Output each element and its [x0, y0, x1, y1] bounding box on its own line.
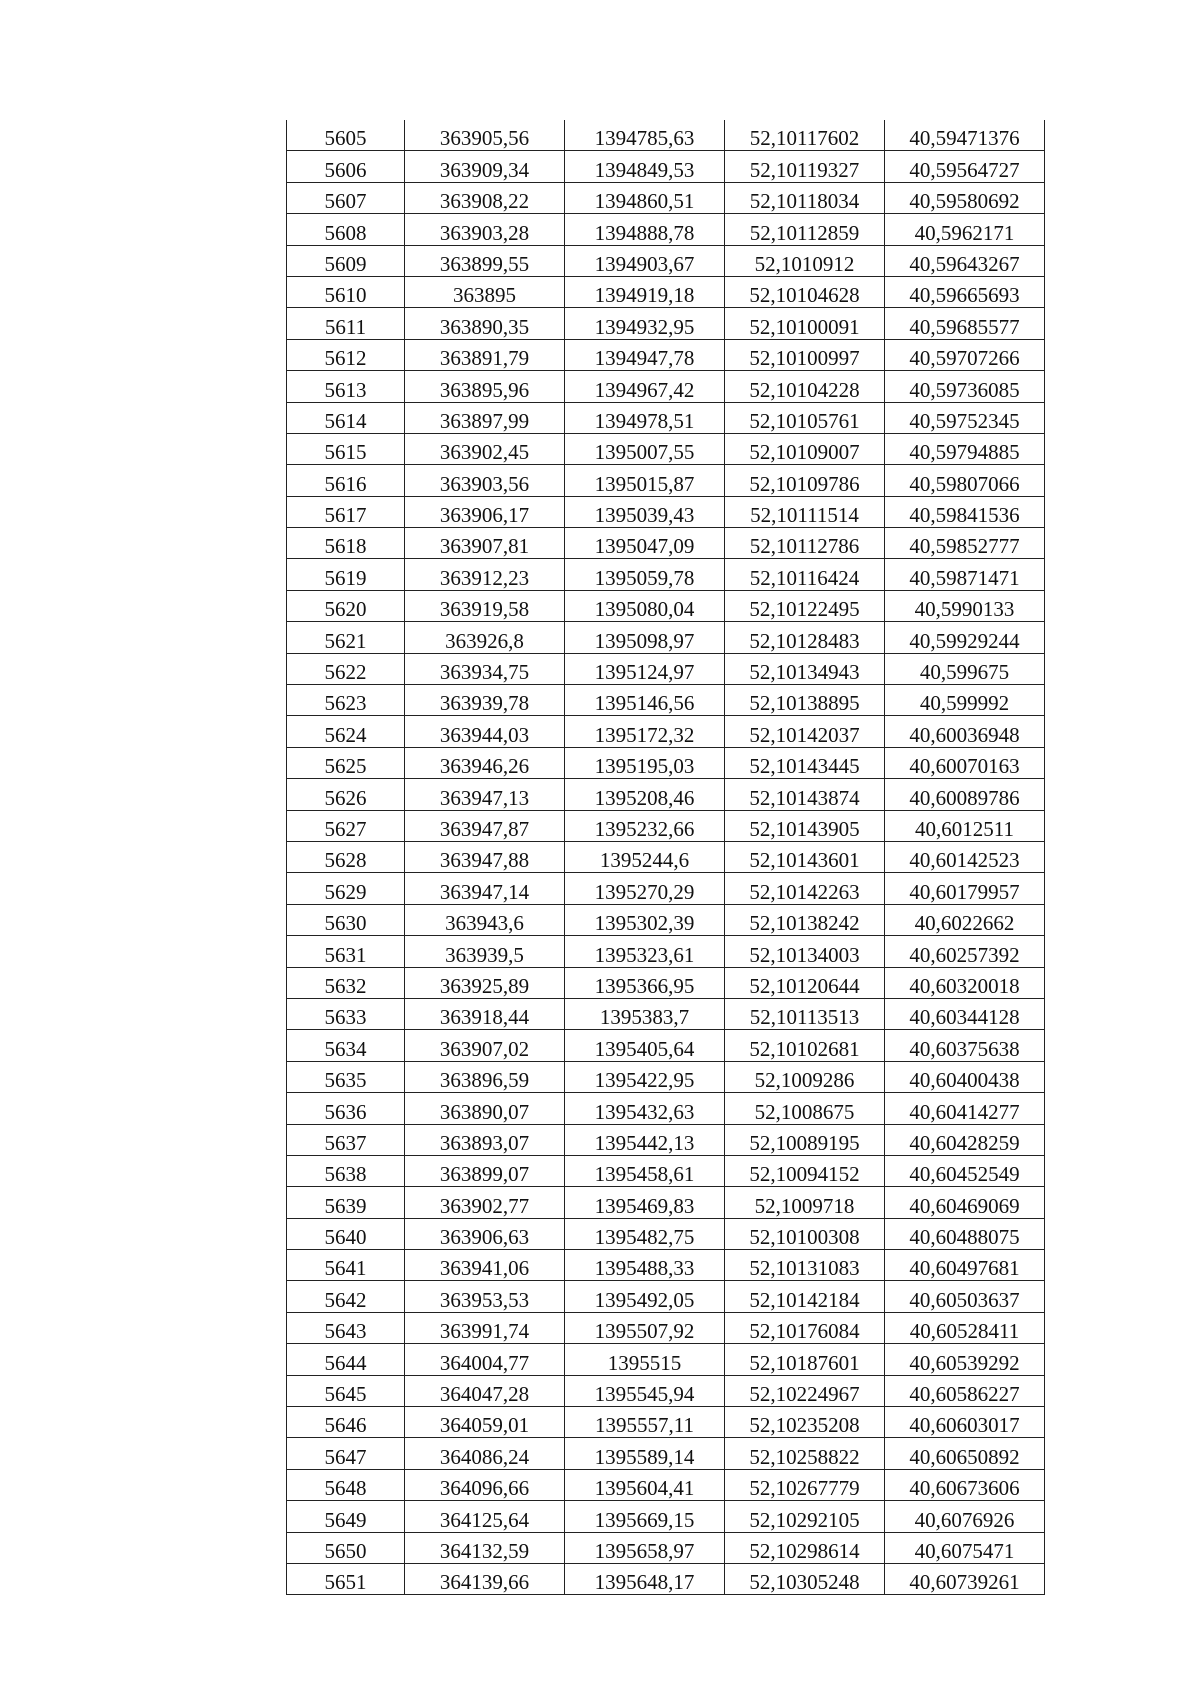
x-coordinate-cell: 363906,17 [405, 496, 565, 527]
point-number-cell: 5640 [287, 1218, 405, 1249]
point-number-cell: 5622 [287, 653, 405, 684]
longitude-cell: 40,60142523 [885, 841, 1045, 872]
x-coordinate-cell: 363902,45 [405, 433, 565, 464]
table-row [287, 528, 1045, 559]
longitude-cell: 40,60036948 [885, 716, 1045, 747]
point-number-cell: 5616 [287, 465, 405, 496]
x-coordinate-cell: 363919,58 [405, 590, 565, 621]
x-coordinate-cell: 364096,66 [405, 1469, 565, 1500]
x-coordinate-cell: 363947,87 [405, 810, 565, 841]
point-number-cell: 5606 [287, 151, 405, 182]
longitude-cell: 40,59794885 [885, 433, 1045, 464]
longitude-cell: 40,60488075 [885, 1218, 1045, 1249]
y-coordinate-cell: 1395458,61 [565, 1155, 725, 1186]
longitude-cell: 40,6012511 [885, 810, 1045, 841]
table-row [287, 841, 1045, 872]
table-row [287, 653, 1045, 684]
latitude-cell: 52,10122495 [725, 590, 885, 621]
latitude-cell: 52,10089195 [725, 1124, 885, 1155]
y-coordinate-cell: 1395059,78 [565, 559, 725, 590]
table-row [287, 1124, 1045, 1155]
y-coordinate-cell: 1395442,13 [565, 1124, 725, 1155]
y-coordinate-cell: 1395669,15 [565, 1501, 725, 1532]
latitude-cell: 52,10142263 [725, 873, 885, 904]
longitude-cell: 40,59707266 [885, 339, 1045, 370]
point-number-cell: 5613 [287, 371, 405, 402]
y-coordinate-cell: 1395195,03 [565, 747, 725, 778]
x-coordinate-cell: 363899,55 [405, 245, 565, 276]
longitude-cell: 40,60739261 [885, 1563, 1045, 1594]
longitude-cell: 40,60503637 [885, 1281, 1045, 1312]
latitude-cell: 52,10224967 [725, 1375, 885, 1406]
latitude-cell: 52,1009718 [725, 1187, 885, 1218]
x-coordinate-cell: 363946,26 [405, 747, 565, 778]
table-row [287, 967, 1045, 998]
y-coordinate-cell: 1395039,43 [565, 496, 725, 527]
point-number-cell: 5632 [287, 967, 405, 998]
longitude-cell: 40,60070163 [885, 747, 1045, 778]
table-row [287, 245, 1045, 276]
y-coordinate-cell: 1395080,04 [565, 590, 725, 621]
latitude-cell: 52,10105761 [725, 402, 885, 433]
y-coordinate-cell: 1395244,6 [565, 841, 725, 872]
point-number-cell: 5605 [287, 120, 405, 151]
table-row [287, 1187, 1045, 1218]
point-number-cell: 5610 [287, 276, 405, 307]
longitude-cell: 40,60375638 [885, 1030, 1045, 1061]
latitude-cell: 52,10128483 [725, 622, 885, 653]
longitude-cell: 40,60320018 [885, 967, 1045, 998]
point-number-cell: 5649 [287, 1501, 405, 1532]
latitude-cell: 52,10111514 [725, 496, 885, 527]
table-row [287, 1218, 1045, 1249]
y-coordinate-cell: 1395432,63 [565, 1093, 725, 1124]
table-row [287, 685, 1045, 716]
longitude-cell: 40,60344128 [885, 998, 1045, 1029]
point-number-cell: 5642 [287, 1281, 405, 1312]
table-row [287, 276, 1045, 307]
x-coordinate-cell: 364139,66 [405, 1563, 565, 1594]
latitude-cell: 52,10131083 [725, 1250, 885, 1281]
latitude-cell: 52,10102681 [725, 1030, 885, 1061]
x-coordinate-cell: 363941,06 [405, 1250, 565, 1281]
y-coordinate-cell: 1394860,51 [565, 182, 725, 213]
x-coordinate-cell: 363890,35 [405, 308, 565, 339]
y-coordinate-cell: 1394903,67 [565, 245, 725, 276]
table-row [287, 1061, 1045, 1092]
point-number-cell: 5634 [287, 1030, 405, 1061]
x-coordinate-cell: 363897,99 [405, 402, 565, 433]
x-coordinate-cell: 363925,89 [405, 967, 565, 998]
y-coordinate-cell: 1395422,95 [565, 1061, 725, 1092]
latitude-cell: 52,10100091 [725, 308, 885, 339]
table-row [287, 747, 1045, 778]
x-coordinate-cell: 363893,07 [405, 1124, 565, 1155]
point-number-cell: 5650 [287, 1532, 405, 1563]
y-coordinate-cell: 1395648,17 [565, 1563, 725, 1594]
longitude-cell: 40,60650892 [885, 1438, 1045, 1469]
table-row [287, 622, 1045, 653]
coordinates-table-body [287, 120, 1045, 1595]
longitude-cell: 40,60179957 [885, 873, 1045, 904]
table-row [287, 339, 1045, 370]
table-row [287, 1155, 1045, 1186]
x-coordinate-cell: 363944,03 [405, 716, 565, 747]
point-number-cell: 5639 [287, 1187, 405, 1218]
y-coordinate-cell: 1395488,33 [565, 1250, 725, 1281]
x-coordinate-cell: 363903,56 [405, 465, 565, 496]
y-coordinate-cell: 1395366,95 [565, 967, 725, 998]
x-coordinate-cell: 363908,22 [405, 182, 565, 213]
point-number-cell: 5648 [287, 1469, 405, 1500]
point-number-cell: 5621 [287, 622, 405, 653]
y-coordinate-cell: 1395557,11 [565, 1407, 725, 1438]
table-row [287, 810, 1045, 841]
longitude-cell: 40,59841536 [885, 496, 1045, 527]
x-coordinate-cell: 364132,59 [405, 1532, 565, 1563]
longitude-cell: 40,59580692 [885, 182, 1045, 213]
x-coordinate-cell: 363912,23 [405, 559, 565, 590]
table-row [287, 936, 1045, 967]
y-coordinate-cell: 1395545,94 [565, 1375, 725, 1406]
y-coordinate-cell: 1395098,97 [565, 622, 725, 653]
x-coordinate-cell: 364125,64 [405, 1501, 565, 1532]
longitude-cell: 40,60428259 [885, 1124, 1045, 1155]
y-coordinate-cell: 1395604,41 [565, 1469, 725, 1500]
latitude-cell: 52,10100997 [725, 339, 885, 370]
x-coordinate-cell: 363953,53 [405, 1281, 565, 1312]
y-coordinate-cell: 1395302,39 [565, 904, 725, 935]
x-coordinate-cell: 363991,74 [405, 1312, 565, 1343]
point-number-cell: 5647 [287, 1438, 405, 1469]
longitude-cell: 40,59852777 [885, 528, 1045, 559]
table-row [287, 151, 1045, 182]
table-row [287, 873, 1045, 904]
latitude-cell: 52,10109786 [725, 465, 885, 496]
table-row [287, 1093, 1045, 1124]
table-row [287, 1281, 1045, 1312]
table-row [287, 716, 1045, 747]
latitude-cell: 52,10292105 [725, 1501, 885, 1532]
table-row [287, 402, 1045, 433]
longitude-cell: 40,60603017 [885, 1407, 1045, 1438]
latitude-cell: 52,10112859 [725, 214, 885, 245]
table-row [287, 465, 1045, 496]
table-row [287, 1030, 1045, 1061]
longitude-cell: 40,60452549 [885, 1155, 1045, 1186]
x-coordinate-cell: 363947,14 [405, 873, 565, 904]
table-row [287, 308, 1045, 339]
point-number-cell: 5620 [287, 590, 405, 621]
y-coordinate-cell: 1395208,46 [565, 779, 725, 810]
y-coordinate-cell: 1395469,83 [565, 1187, 725, 1218]
latitude-cell: 52,10305248 [725, 1563, 885, 1594]
x-coordinate-cell: 363947,13 [405, 779, 565, 810]
x-coordinate-cell: 364047,28 [405, 1375, 565, 1406]
point-number-cell: 5618 [287, 528, 405, 559]
latitude-cell: 52,10187601 [725, 1344, 885, 1375]
point-number-cell: 5626 [287, 779, 405, 810]
table-row [287, 590, 1045, 621]
latitude-cell: 52,10104228 [725, 371, 885, 402]
table-row [287, 1563, 1045, 1594]
x-coordinate-cell: 363902,77 [405, 1187, 565, 1218]
x-coordinate-cell: 363899,07 [405, 1155, 565, 1186]
longitude-cell: 40,60469069 [885, 1187, 1045, 1218]
y-coordinate-cell: 1395383,7 [565, 998, 725, 1029]
latitude-cell: 52,1008675 [725, 1093, 885, 1124]
point-number-cell: 5625 [287, 747, 405, 778]
latitude-cell: 52,10134943 [725, 653, 885, 684]
x-coordinate-cell: 363943,6 [405, 904, 565, 935]
x-coordinate-cell: 363895,96 [405, 371, 565, 402]
latitude-cell: 52,1009286 [725, 1061, 885, 1092]
latitude-cell: 52,10113513 [725, 998, 885, 1029]
table-row [287, 1438, 1045, 1469]
x-coordinate-cell: 363896,59 [405, 1061, 565, 1092]
y-coordinate-cell: 1395492,05 [565, 1281, 725, 1312]
latitude-cell: 52,10118034 [725, 182, 885, 213]
latitude-cell: 52,10100308 [725, 1218, 885, 1249]
point-number-cell: 5607 [287, 182, 405, 213]
x-coordinate-cell: 363906,63 [405, 1218, 565, 1249]
y-coordinate-cell: 1394849,53 [565, 151, 725, 182]
table-row [287, 1532, 1045, 1563]
x-coordinate-cell: 364086,24 [405, 1438, 565, 1469]
latitude-cell: 52,10134003 [725, 936, 885, 967]
point-number-cell: 5627 [287, 810, 405, 841]
table-row [287, 1407, 1045, 1438]
longitude-cell: 40,6076926 [885, 1501, 1045, 1532]
point-number-cell: 5636 [287, 1093, 405, 1124]
longitude-cell: 40,60528411 [885, 1312, 1045, 1343]
y-coordinate-cell: 1395047,09 [565, 528, 725, 559]
longitude-cell: 40,60414277 [885, 1093, 1045, 1124]
table-row [287, 1312, 1045, 1343]
y-coordinate-cell: 1394785,63 [565, 120, 725, 151]
x-coordinate-cell: 363939,5 [405, 936, 565, 967]
table-row [287, 371, 1045, 402]
longitude-cell: 40,59752345 [885, 402, 1045, 433]
y-coordinate-cell: 1395007,55 [565, 433, 725, 464]
latitude-cell: 52,10104628 [725, 276, 885, 307]
longitude-cell: 40,59929244 [885, 622, 1045, 653]
point-number-cell: 5643 [287, 1312, 405, 1343]
latitude-cell: 52,10298614 [725, 1532, 885, 1563]
point-number-cell: 5628 [287, 841, 405, 872]
y-coordinate-cell: 1394888,78 [565, 214, 725, 245]
y-coordinate-cell: 1394978,51 [565, 402, 725, 433]
point-number-cell: 5624 [287, 716, 405, 747]
latitude-cell: 52,10143905 [725, 810, 885, 841]
point-number-cell: 5617 [287, 496, 405, 527]
longitude-cell: 40,59871471 [885, 559, 1045, 590]
x-coordinate-cell: 363909,34 [405, 151, 565, 182]
x-coordinate-cell: 363903,28 [405, 214, 565, 245]
latitude-cell: 52,10112786 [725, 528, 885, 559]
point-number-cell: 5645 [287, 1375, 405, 1406]
point-number-cell: 5641 [287, 1250, 405, 1281]
y-coordinate-cell: 1395507,92 [565, 1312, 725, 1343]
x-coordinate-cell: 363926,8 [405, 622, 565, 653]
latitude-cell: 52,10176084 [725, 1312, 885, 1343]
latitude-cell: 52,10143601 [725, 841, 885, 872]
x-coordinate-cell: 363905,56 [405, 120, 565, 151]
x-coordinate-cell: 364059,01 [405, 1407, 565, 1438]
table-row [287, 559, 1045, 590]
longitude-cell: 40,60497681 [885, 1250, 1045, 1281]
point-number-cell: 5651 [287, 1563, 405, 1594]
longitude-cell: 40,60539292 [885, 1344, 1045, 1375]
table-row [287, 998, 1045, 1029]
longitude-cell: 40,59643267 [885, 245, 1045, 276]
latitude-cell: 52,10235208 [725, 1407, 885, 1438]
latitude-cell: 52,10138242 [725, 904, 885, 935]
latitude-cell: 52,10143445 [725, 747, 885, 778]
table-row [287, 1344, 1045, 1375]
y-coordinate-cell: 1394967,42 [565, 371, 725, 402]
longitude-cell: 40,5990133 [885, 590, 1045, 621]
point-number-cell: 5631 [287, 936, 405, 967]
longitude-cell: 40,59685577 [885, 308, 1045, 339]
y-coordinate-cell: 1395515 [565, 1344, 725, 1375]
table-row [287, 182, 1045, 213]
point-number-cell: 5644 [287, 1344, 405, 1375]
table-row [287, 1375, 1045, 1406]
latitude-cell: 52,10142184 [725, 1281, 885, 1312]
point-number-cell: 5629 [287, 873, 405, 904]
longitude-cell: 40,6075471 [885, 1532, 1045, 1563]
longitude-cell: 40,59736085 [885, 371, 1045, 402]
table-row [287, 433, 1045, 464]
y-coordinate-cell: 1394919,18 [565, 276, 725, 307]
y-coordinate-cell: 1395482,75 [565, 1218, 725, 1249]
y-coordinate-cell: 1395015,87 [565, 465, 725, 496]
y-coordinate-cell: 1395172,32 [565, 716, 725, 747]
x-coordinate-cell: 364004,77 [405, 1344, 565, 1375]
longitude-cell: 40,60257392 [885, 936, 1045, 967]
x-coordinate-cell: 363891,79 [405, 339, 565, 370]
latitude-cell: 52,10120644 [725, 967, 885, 998]
longitude-cell: 40,599675 [885, 653, 1045, 684]
longitude-cell: 40,60400438 [885, 1061, 1045, 1092]
y-coordinate-cell: 1394947,78 [565, 339, 725, 370]
x-coordinate-cell: 363907,81 [405, 528, 565, 559]
x-coordinate-cell: 363890,07 [405, 1093, 565, 1124]
x-coordinate-cell: 363907,02 [405, 1030, 565, 1061]
point-number-cell: 5614 [287, 402, 405, 433]
table-row [287, 904, 1045, 935]
table-row [287, 214, 1045, 245]
y-coordinate-cell: 1394932,95 [565, 308, 725, 339]
latitude-cell: 52,10109007 [725, 433, 885, 464]
y-coordinate-cell: 1395323,61 [565, 936, 725, 967]
table-row [287, 496, 1045, 527]
point-number-cell: 5612 [287, 339, 405, 370]
point-number-cell: 5646 [287, 1407, 405, 1438]
y-coordinate-cell: 1395232,66 [565, 810, 725, 841]
longitude-cell: 40,60673606 [885, 1469, 1045, 1500]
x-coordinate-cell: 363918,44 [405, 998, 565, 1029]
latitude-cell: 52,10094152 [725, 1155, 885, 1186]
latitude-cell: 52,10119327 [725, 151, 885, 182]
point-number-cell: 5630 [287, 904, 405, 935]
latitude-cell: 52,10142037 [725, 716, 885, 747]
latitude-cell: 52,10138895 [725, 685, 885, 716]
y-coordinate-cell: 1395270,29 [565, 873, 725, 904]
point-number-cell: 5609 [287, 245, 405, 276]
point-number-cell: 5635 [287, 1061, 405, 1092]
y-coordinate-cell: 1395589,14 [565, 1438, 725, 1469]
table-row [287, 1250, 1045, 1281]
longitude-cell: 40,60586227 [885, 1375, 1045, 1406]
longitude-cell: 40,6022662 [885, 904, 1045, 935]
latitude-cell: 52,1010912 [725, 245, 885, 276]
y-coordinate-cell: 1395658,97 [565, 1532, 725, 1563]
point-number-cell: 5619 [287, 559, 405, 590]
table-row [287, 1501, 1045, 1532]
point-number-cell: 5615 [287, 433, 405, 464]
longitude-cell: 40,59807066 [885, 465, 1045, 496]
table-row [287, 1469, 1045, 1500]
point-number-cell: 5638 [287, 1155, 405, 1186]
latitude-cell: 52,10267779 [725, 1469, 885, 1500]
table-row [287, 120, 1045, 151]
longitude-cell: 40,59471376 [885, 120, 1045, 151]
longitude-cell: 40,59665693 [885, 276, 1045, 307]
x-coordinate-cell: 363947,88 [405, 841, 565, 872]
point-number-cell: 5633 [287, 998, 405, 1029]
longitude-cell: 40,60089786 [885, 779, 1045, 810]
point-number-cell: 5608 [287, 214, 405, 245]
longitude-cell: 40,599992 [885, 685, 1045, 716]
x-coordinate-cell: 363895 [405, 276, 565, 307]
y-coordinate-cell: 1395405,64 [565, 1030, 725, 1061]
y-coordinate-cell: 1395124,97 [565, 653, 725, 684]
latitude-cell: 52,10117602 [725, 120, 885, 151]
point-number-cell: 5611 [287, 308, 405, 339]
point-number-cell: 5623 [287, 685, 405, 716]
longitude-cell: 40,5962171 [885, 214, 1045, 245]
table-row [287, 779, 1045, 810]
longitude-cell: 40,59564727 [885, 151, 1045, 182]
latitude-cell: 52,10258822 [725, 1438, 885, 1469]
y-coordinate-cell: 1395146,56 [565, 685, 725, 716]
coordinates-table [286, 120, 1045, 1595]
point-number-cell: 5637 [287, 1124, 405, 1155]
latitude-cell: 52,10116424 [725, 559, 885, 590]
x-coordinate-cell: 363939,78 [405, 685, 565, 716]
x-coordinate-cell: 363934,75 [405, 653, 565, 684]
latitude-cell: 52,10143874 [725, 779, 885, 810]
